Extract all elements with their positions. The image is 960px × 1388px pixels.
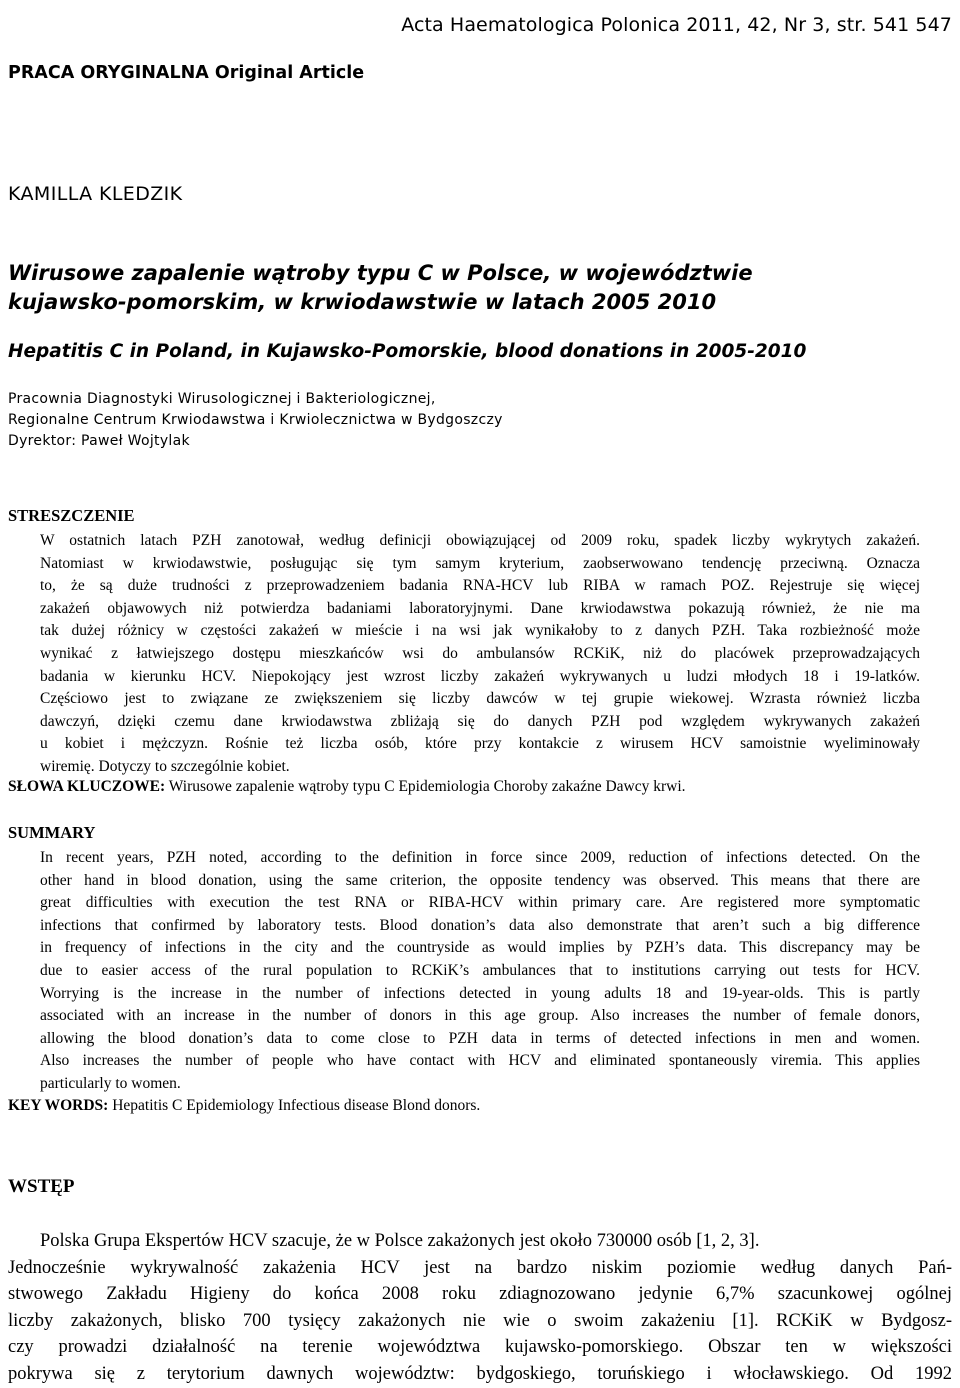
abstract-line: dawczyń, dzięki czemu dane krwiodawstwa zbliżają się do danych PZH pod względem wykrywanych zakażeń xyxy=(40,712,920,730)
streszczenie-body xyxy=(40,530,920,779)
author-name: KAMILLA KLEDZIK xyxy=(8,183,183,205)
abstract-line: badania w kierunku HCV. Niepokojący jest wzrost liczby zakażeń wykrywanych u ludzi młodych 18 i 19-latków. xyxy=(40,667,920,685)
abstract-line: zakażeń objawowych niż potwierdza badaniami laboratoryjnymi. Dane krwiodawstwa pokazują również, że nie ma xyxy=(40,599,920,617)
intro-line: pokrywa się z terytorium dawnych województw: bydgoskiego, toruńskiego i włocławskiego. Od 1992 xyxy=(8,1363,952,1384)
abstract-line: particularly to women. xyxy=(40,1074,181,1092)
abstract-line: In recent years, PZH noted, according to the definition in force since 2009, reduction of infections detected. On the xyxy=(40,849,920,866)
abstract-line: to, że są duże trudności z przeprowadzeniem badania RNA-HCV lub RIBA w ramach POZ. Rejestruje się więcej xyxy=(40,577,920,595)
intro-line: liczby zakażonych, blisko 700 tysięcy zakażonych nie wie o swoim zakażeniu [1]. RCKiK w Bydgosz- xyxy=(8,1310,952,1331)
title-polish-line: kujawsko-pomorskim, w krwiodawstwie w latach 2005 2010 xyxy=(8,290,717,314)
intro-line: Jednocześnie wykrywalność zakażenia HCV jest na bardzo niskim poziomie według danych Pań- xyxy=(8,1257,952,1278)
intro-line: stwowego Zakładu Higieny do końca 2008 roku zdiagnozowano jedynie 6,7% szacunkowej ogólnej xyxy=(8,1284,952,1305)
abstract-line: wynikać z łatwiejszego dostępu mieszkańców wsi do ambulansów RCKiK, niż do placówek przeprowadzających xyxy=(40,644,920,662)
intro-body xyxy=(8,1228,952,1388)
intro-line: Polska Grupa Ekspertów HCV szacuje, że w Polsce zakażonych jest około 730000 osób [1, 2, 3]. xyxy=(40,1231,760,1251)
abstract-line: great difficulties with execution the test RNA or RIBA-HCV within primary care. Are registered more symptomatic xyxy=(40,894,920,912)
keywords-en-text: Hepatitis C Epidemiology Infectious disease Blond donors. xyxy=(112,1097,481,1114)
keywords-pl-text: Wirusowe zapalenie wątroby typu C Epidemiologia Choroby zakaźne Dawcy krwi. xyxy=(168,778,686,795)
keywords-pl-label: SŁOWA KLUCZOWE: xyxy=(8,778,166,795)
summary-body xyxy=(40,847,920,1096)
abstract-line: W ostatnich latach PZH zanotował, według definicji obowiązującej od 2009 roku, spadek liczby wykrytych zakażeń. xyxy=(40,532,920,549)
intro-line: czy prowadzi działalność na terenie województwa kujawsko-pomorskiego. Obszar ten w większości xyxy=(8,1337,952,1358)
abstract-line: other hand in blood donation, using the same criterion, the opposite tendency was observed. This means that there are xyxy=(40,871,920,889)
keywords-en-label: KEY WORDS: xyxy=(8,1097,109,1114)
streszczenie-heading: STRESZCZENIE xyxy=(8,506,135,525)
affiliation-line: Regionalne Centrum Krwiodawstwa i Krwiolecznictwa w Bydgoszczy xyxy=(8,412,503,428)
abstract-line: allowing the blood donation’s data to come close to PZH data in terms of detected infections in men and women. xyxy=(40,1029,920,1047)
abstract-line: infections that confirmed by laboratory tests. Blood donation’s data also demonstrate that aren’t such a big difference xyxy=(40,916,920,934)
title-polish xyxy=(8,259,753,317)
abstract-line: due to easier access of the rural population to RCKiK’s ambulances that to institutions carrying out tests for HCV. xyxy=(40,961,920,979)
journal-citation: Acta Haematologica Polonica 2011, 42, Nr 3, str. 541 547 xyxy=(401,14,952,36)
abstract-line: wiremię. Dotyczy to szczególnie kobiet. xyxy=(40,757,290,775)
abstract-line: tak dużej różnicy w częstości zakażeń w mieście i na wsi jak wynikałoby to z danych PZH. Taka rozbieżność może xyxy=(40,622,920,640)
affiliation-line: Dyrektor: Paweł Wojtylak xyxy=(8,433,190,449)
keywords-pl xyxy=(8,778,686,796)
abstract-line: in frequency of infections in the city and the countryside as would implies by PZH’s data. This discrepancy may be xyxy=(40,939,920,957)
abstract-line: u kobiet i mężczyzn. Rośnie też liczba osób, które przy kontakcie z wirusem HCV samoistnie wyeliminowały xyxy=(40,735,920,753)
abstract-line: Also increases the number of people who have contact with HCV and eliminated spontaneously viremia. This applies xyxy=(40,1052,920,1070)
affiliation-line: Pracownia Diagnostyki Wirusologicznej i Bakteriologicznej, xyxy=(8,391,436,407)
title-english: Hepatitis C in Poland, in Kujawsko-Pomorskie, blood donations in 2005-2010 xyxy=(8,341,807,362)
intro-heading: WSTĘP xyxy=(8,1176,75,1197)
abstract-line: associated with an increase in the number of donors in this age group. Also increases the number of female donors, xyxy=(40,1007,920,1025)
abstract-line: Częściowo jest to związane ze zwiększeniem się liczby dawców w tej grupie wiekowej. Wzrasta również liczba xyxy=(40,690,920,708)
abstract-line: Worrying is the increase in the number of infections detected in young adults 18 and 19-year-olds. This is partly xyxy=(40,984,920,1002)
keywords-en xyxy=(8,1097,480,1115)
affiliation xyxy=(8,389,503,452)
summary-heading: SUMMARY xyxy=(8,823,96,842)
abstract-line: Natomiast w krwiodawstwie, posługując się tym samym kryterium, zaobserwowano tendencję przeciwną. Oznacza xyxy=(40,554,920,572)
title-polish-line: Wirusowe zapalenie wątroby typu C w Polsce, w województwie xyxy=(8,261,753,285)
article-type: PRACA ORYGINALNA Original Article xyxy=(8,63,365,83)
